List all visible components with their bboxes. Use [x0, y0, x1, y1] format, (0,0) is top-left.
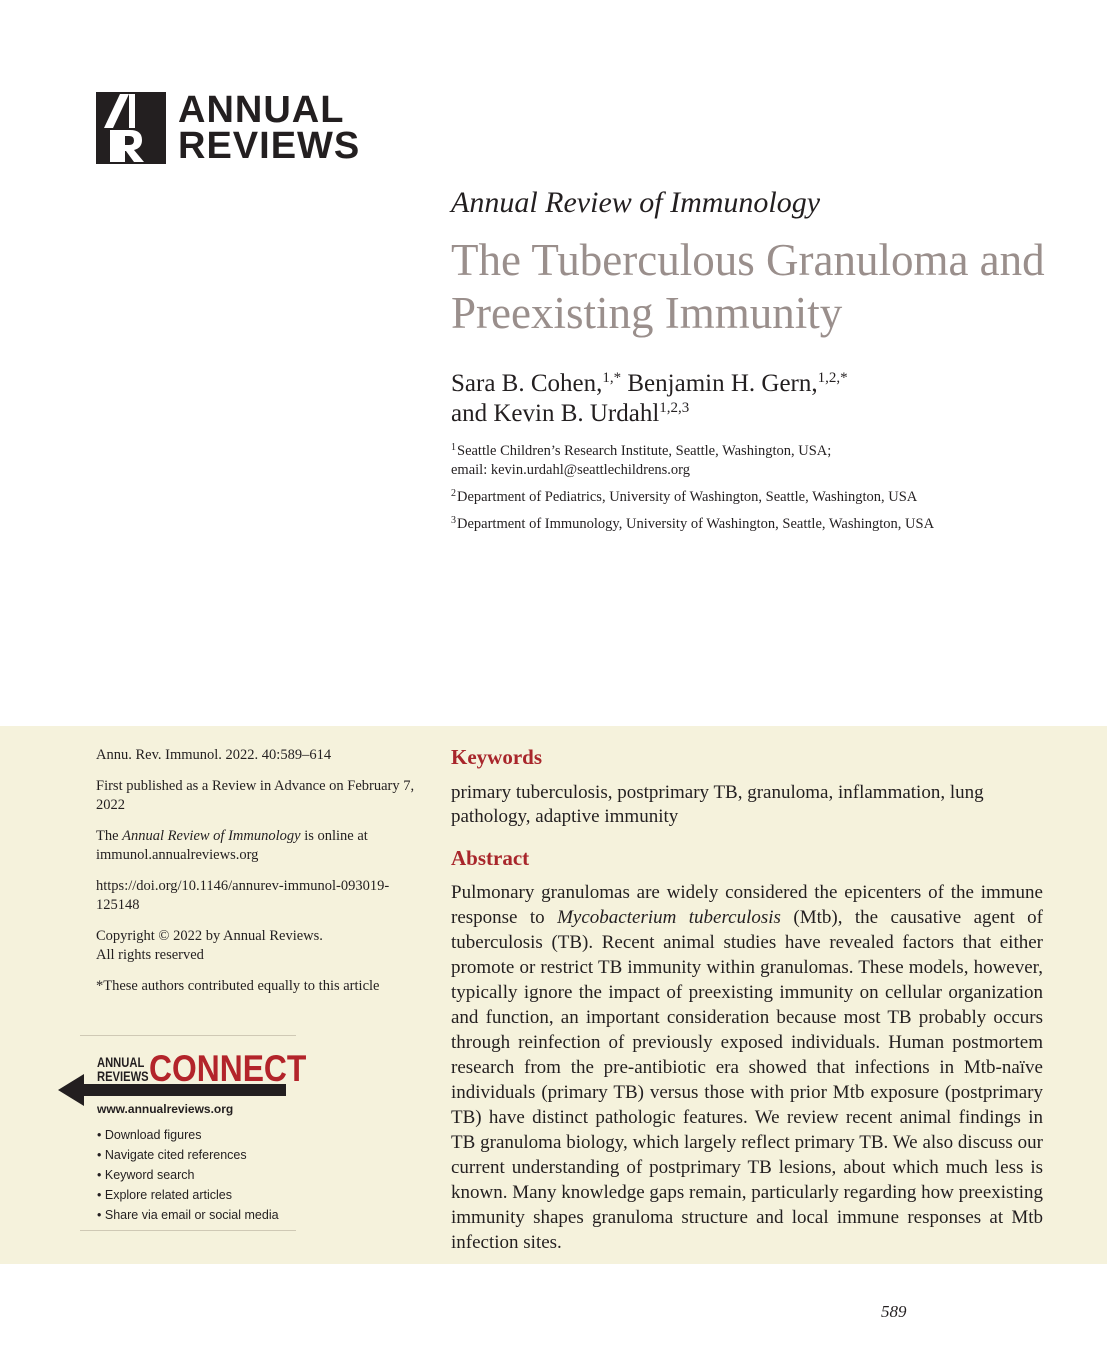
doi-link[interactable]: https://doi.org/10.1146/annurev-immunol-093019-125148 [96, 878, 390, 913]
abstract-text [451, 880, 1043, 1255]
connect-box[interactable] [80, 1035, 307, 1231]
connect-title: CONNECT [149, 1048, 307, 1089]
copyright-line: Copyright © 2022 by Annual Reviews. [96, 928, 323, 944]
abstract-part-1: Pulmonary granulomas are widely considered the epicenters of the immune response to [451, 882, 1043, 928]
connect-small-line1: ANNUAL [97, 1054, 145, 1070]
affiliation-2 [451, 488, 1051, 507]
published-date: First published as a Review in Advance on February 7, 2022 [96, 778, 415, 813]
affiliation-1-num: 1 [451, 442, 456, 453]
keywords-list: primary tuberculosis, postprimary TB, granuloma, inflammation, lung pathology, adaptive immunity [451, 782, 984, 827]
article-metadata [96, 746, 426, 1008]
affiliation-3 [451, 515, 1051, 534]
abstract-part-2: (Mtb), the causative agent of tuberculosis (TB). Recent animal studies have revealed factors that either promote or restrict TB immunity within granulomas. These models, however, typically ignore the impact of preexisting immunity on cellular organization and function, an important consideration because most TB probably occurs through reinfection of previously exposed individuals. Human postmortem research from the pre-antibiotic era showed that infections in Mtb-naïve individuals (primary TB) versus those with prior Mtb exposure (postprimary TB) have distinct pathologic features. We review recent animal findings in TB granuloma biology, which largely reflect primary TB. We also discuss our current understanding of postprimary TB lesions, about which much less is known. Many knowledge gaps remain, particularly regarding how preexisting immunity shapes granuloma structure and local immune responses at Mtb infection sites. [451, 907, 1044, 1253]
connect-features [97, 1125, 279, 1225]
abstract-heading: Abstract [451, 846, 530, 870]
list-item: • Keyword search [97, 1165, 279, 1185]
copyright [96, 927, 426, 965]
annual-reviews-logo [96, 89, 361, 167]
author-gern-affil: 1,2,* [817, 370, 848, 386]
ar-logo-mark-icon [96, 92, 166, 164]
list-item: • Navigate cited references [97, 1145, 279, 1165]
online-location [96, 827, 426, 865]
affiliations [451, 442, 1051, 542]
author-list [451, 369, 1051, 429]
affiliation-1 [451, 442, 1051, 480]
citation: Annu. Rev. Immunol. 2022. 40:589–614 [96, 747, 332, 763]
connect-url[interactable]: www.annualreviews.org [97, 1102, 234, 1116]
online-post[interactable]: is online at immunol.annualreviews.org [96, 828, 368, 863]
author-cohen: Sara B. Cohen, [451, 370, 603, 397]
connect-annual-reviews [97, 1054, 149, 1084]
affiliation-3-text: Department of Immunology, University of Washington, Seattle, Washington, USA [457, 516, 935, 532]
online-journal: Annual Review of Immunology [122, 828, 301, 844]
author-gern: Benjamin H. Gern, [621, 370, 818, 397]
abstract-organism: Mycobacterium tuberculosis [557, 907, 781, 928]
logo-line-annual: ANNUAL [178, 89, 345, 131]
online-pre: The [96, 828, 123, 844]
list-item: • Download figures [97, 1125, 279, 1145]
list-item: • Share via email or social media [97, 1205, 279, 1225]
corresponding-email[interactable]: email: kevin.urdahl@seattlechildrens.org [451, 462, 690, 478]
article-title: The Tuberculous Granuloma and Preexisting Immunity [451, 235, 1045, 338]
author-urdahl: and Kevin B. Urdahl [451, 400, 660, 427]
page-number: 589 [881, 1302, 907, 1321]
author-cohen-affil: 1,* [602, 370, 622, 386]
affiliation-2-num: 2 [451, 488, 456, 499]
author-urdahl-affil: 1,2,3 [659, 400, 690, 416]
connect-header [97, 1048, 332, 1090]
journal-name: Annual Review of Immunology [451, 186, 821, 219]
connect-small-line2: REVIEWS [97, 1068, 149, 1084]
affiliation-3-num: 3 [451, 515, 456, 526]
list-item: • Explore related articles [97, 1185, 279, 1205]
rights-line: All rights reserved [96, 947, 204, 963]
keywords-heading: Keywords [451, 745, 542, 769]
affiliation-2-text: Department of Pediatrics, University of Washington, Seattle, Washington, USA [457, 489, 918, 505]
equal-contribution-note: *These authors contributed equally to this article [96, 978, 380, 994]
logo-wordmark [178, 89, 361, 167]
logo-line-reviews: REVIEWS [178, 125, 361, 167]
affiliation-1-text: Seattle Children’s Research Institute, Seattle, Washington, USA; [457, 443, 832, 459]
